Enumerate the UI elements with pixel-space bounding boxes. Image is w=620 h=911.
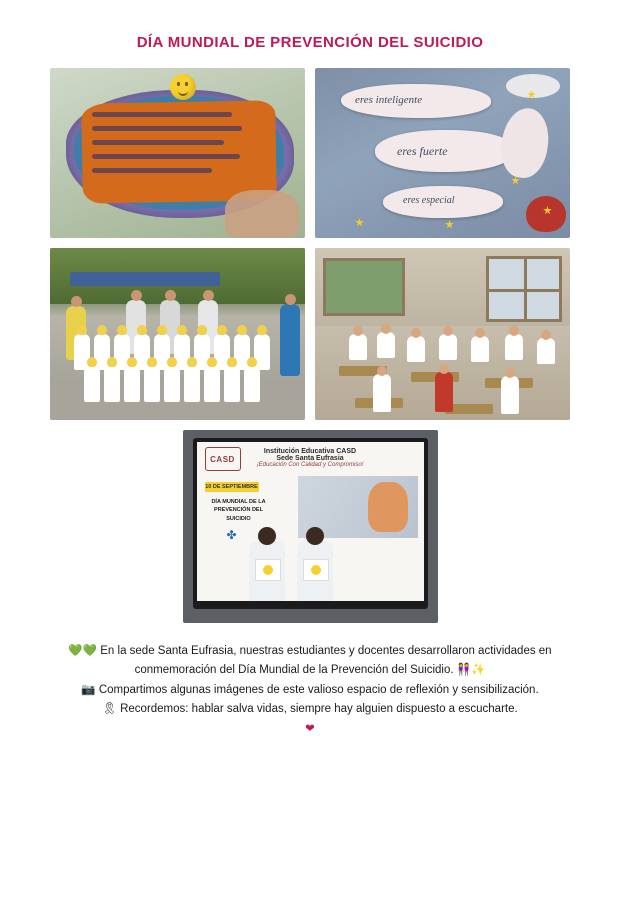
gallery-row-2 [50,248,570,420]
gallery-row-1 [50,68,570,238]
star-sticker-icon [355,218,364,227]
green-hearts-emoji: 💚💚 [68,643,98,657]
hand-illustration [368,482,408,532]
classroom-board [323,258,405,316]
student [377,332,395,358]
student [204,366,220,402]
event-banner [70,272,220,286]
photo-drawing-orange-card [50,68,305,238]
page-title: DÍA MUNDIAL DE PREVENCIÓN DEL SUICIDIO [136,34,484,51]
bubble-text-2: eres fuerte [397,144,448,158]
student-drawing [303,559,329,581]
gallery-row-3 [50,430,570,623]
student [505,334,523,360]
tv-screen [197,442,424,601]
student [501,376,519,414]
bubble-text-1: eres inteligente [355,94,423,106]
paper-heart-shape [497,105,552,181]
student [471,336,489,362]
adult-staff [280,304,300,376]
red-paper-shape [526,196,566,232]
casd-logo: CASD [205,447,241,471]
student [537,338,555,364]
photo-group-students-outdoors [50,248,305,420]
student [84,366,100,402]
caption-line-3 [50,699,570,718]
student-with-drawing [249,541,285,601]
caption-line-2-text: Compartimos algunas imágenes de este valioso espacio de reflexión y sensibilización. [98,683,539,696]
drawing-handwriting-lines [92,112,262,182]
student-raising-hand [435,372,453,412]
student-with-drawing [297,541,333,601]
caption-line-1 [50,641,570,680]
student-drawing [255,559,281,581]
slide-institution-line-2: Sede Santa Eufrasia [276,455,344,462]
student [224,366,240,402]
student [244,366,260,402]
hand-holding-drawing [225,190,299,238]
caption-heart-emoji: ❤ [305,720,315,735]
student [104,366,120,402]
star-sticker-icon [445,220,454,229]
slide-subtitle: DÍA MUNDIAL DE LA PREVENCIÓN DEL SUICIDIO [211,499,266,522]
student [373,374,391,412]
girls-sparkles-emoji: 👭✨ [456,662,486,677]
ribbon-emoji: 🎗 [102,701,117,716]
photo-presentation-screen [183,430,438,623]
classroom-window [486,256,562,322]
slide-institution-line-3: ¡Educación Con Calidad y Compromiso! [256,462,364,468]
smiley-face-icon [170,74,196,100]
student [184,366,200,402]
student [407,336,425,362]
camera-emoji: 📷 [81,681,96,696]
bubble-text-3: eres especial [403,195,455,206]
student [349,334,367,360]
photo-classroom-students [315,248,570,420]
slide-institution-line-1: Institución Educativa CASD [263,448,357,455]
student [439,334,457,360]
caption-line-3-text: Recordemos: hablar salva vidas, siempre hay alguien dispuesto a escucharte. [120,703,518,716]
student [124,366,140,402]
ribbon-icon: ✤ [226,528,237,542]
slide-date-badge: 10 DE SEPTIEMBRE [205,484,258,490]
photo-blue-poster-bubbles [315,68,570,238]
student [144,366,160,402]
caption-line-2 [50,680,570,699]
caption-block [50,641,570,737]
photo-gallery [50,68,570,623]
document-page [0,34,620,911]
caption-line-1-text: En la sede Santa Eufrasia, nuestras estudiantes y docentes desarrollaron actividades en conmemoración del Día Mundial de la Prevención del Suicidio. [100,645,552,677]
student [164,366,180,402]
